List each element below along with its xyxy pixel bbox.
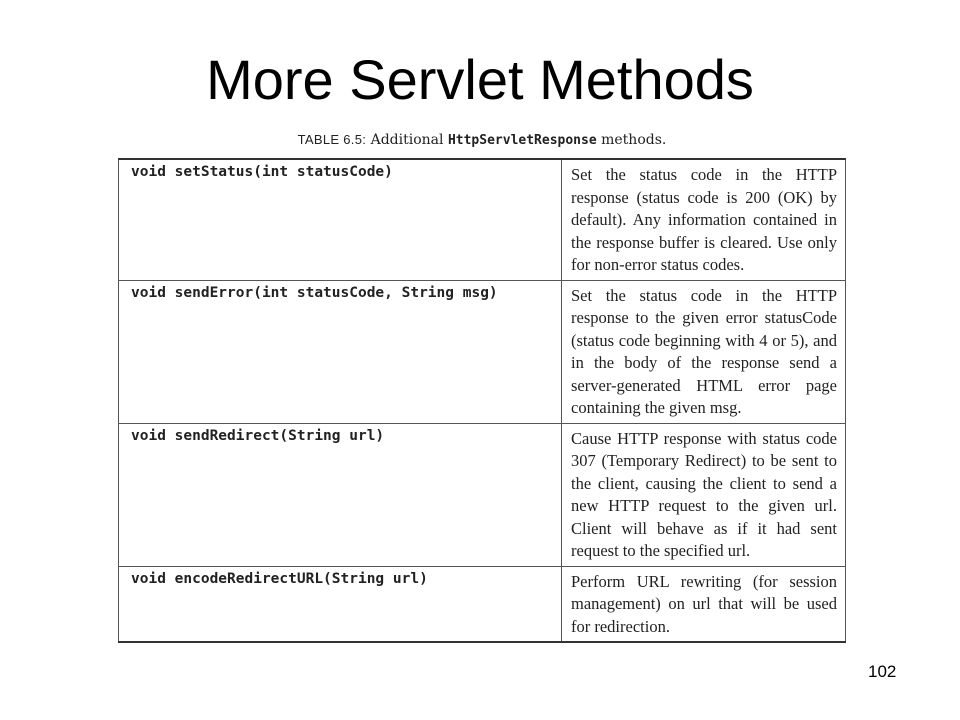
- table-caption-label: TABLE 6.5:: [297, 132, 367, 147]
- method-description: Cause HTTP response with status code 307 (Temporary Redirect) to be sent to the client, causing the client to send a new HTTP request to the given url. Client will behave as if it had sent request to the specified url.: [562, 423, 846, 566]
- table-caption-text-after: methods.: [596, 132, 667, 148]
- table-row: [119, 280, 846, 423]
- slide-title: More Servlet Methods: [206, 48, 754, 111]
- table-row: [119, 159, 846, 280]
- methods-table: [118, 158, 846, 643]
- table-row: [119, 423, 846, 566]
- table-row: [119, 566, 846, 642]
- method-signature: void sendError(int statusCode, String msg): [119, 280, 562, 423]
- method-signature: void sendRedirect(String url): [119, 423, 562, 566]
- page-number: 102: [868, 662, 897, 681]
- method-description: Set the status code in the HTTP response to the given error statusCode (status code beginning with 4 or 5), and in the body of the response send a server-generated HTML error page containing the given msg.: [562, 280, 846, 423]
- table-caption: [118, 132, 846, 148]
- method-signature: void setStatus(int statusCode): [119, 159, 562, 280]
- method-description: Set the status code in the HTTP response (status code is 200 (OK) by default). Any information contained in the response buffer is cleared. Use only for non-error status codes.: [562, 159, 846, 280]
- method-signature: void encodeRedirectURL(String url): [119, 566, 562, 642]
- method-description: Perform URL rewriting (for session management) on url that will be used for redirection.: [562, 566, 846, 642]
- table-caption-class-name: HttpServletResponse: [447, 133, 597, 148]
- table-caption-text-before: Additional: [366, 132, 448, 148]
